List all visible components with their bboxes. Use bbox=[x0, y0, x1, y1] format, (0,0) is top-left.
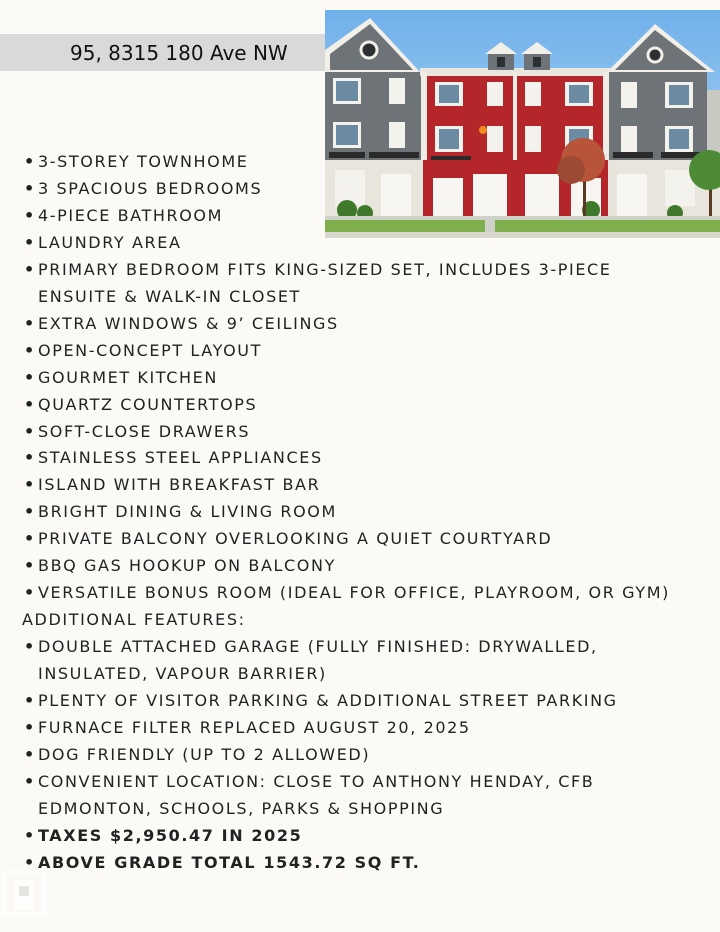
bullet-icon: • bbox=[24, 556, 36, 576]
list-item-text: INSULATED, VAPOUR BARRIER) bbox=[38, 664, 327, 684]
list-item bbox=[24, 637, 598, 664]
list-item-text: DOUBLE ATTACHED GARAGE (FULLY FINISHED: DRYWALLED, bbox=[38, 637, 598, 657]
list-item bbox=[24, 179, 262, 206]
bullet-icon: • bbox=[24, 502, 36, 522]
bullet-icon: • bbox=[24, 232, 36, 252]
list-item bbox=[24, 422, 250, 449]
list-item bbox=[24, 260, 612, 287]
list-item bbox=[38, 287, 301, 314]
additional-features-heading: ADDITIONAL FEATURES: bbox=[22, 610, 246, 630]
list-item-text: CONVENIENT LOCATION: CLOSE TO ANTHONY HENDAY, CFB bbox=[38, 771, 595, 791]
list-item bbox=[24, 826, 302, 853]
bullet-icon: • bbox=[24, 825, 36, 845]
townhouse-photo bbox=[325, 10, 720, 238]
list-item bbox=[24, 233, 182, 260]
list-item-text: 3-STOREY TOWNHOME bbox=[38, 152, 249, 171]
brokerage-logo bbox=[2, 868, 48, 918]
bullet-icon: • bbox=[24, 152, 36, 171]
bullet-icon: • bbox=[24, 394, 36, 414]
bullet-icon: • bbox=[24, 205, 36, 225]
list-item bbox=[24, 745, 370, 772]
list-item bbox=[24, 314, 339, 341]
list-item-text: ENSUITE & WALK-IN CLOSET bbox=[38, 286, 301, 306]
list-item bbox=[24, 152, 248, 179]
list-item-text: TAXES $2,950.47 IN 2025 bbox=[38, 825, 303, 845]
list-item bbox=[24, 206, 223, 233]
list-item-text: SOFT-CLOSE DRAWERS bbox=[38, 421, 251, 441]
bullet-icon: • bbox=[24, 771, 36, 791]
list-item-text: ABOVE GRADE TOTAL 1543.72 SQ FT. bbox=[38, 852, 421, 872]
list-item bbox=[24, 529, 552, 556]
list-item bbox=[24, 395, 257, 422]
list-item bbox=[38, 664, 327, 691]
list-item-text: PRIVATE BALCONY OVERLOOKING A QUIET COURTYARD bbox=[38, 529, 553, 549]
bullet-icon: • bbox=[24, 852, 36, 872]
listing-address: 95, 8315 180 Ave NW bbox=[70, 41, 288, 65]
list-item bbox=[24, 718, 471, 745]
list-item bbox=[24, 853, 420, 880]
bullet-icon: • bbox=[24, 448, 36, 468]
list-item-text: 4-PIECE BATHROOM bbox=[38, 205, 223, 225]
bullet-icon: • bbox=[24, 178, 36, 198]
bullet-icon: • bbox=[24, 717, 36, 737]
list-item bbox=[38, 799, 444, 826]
bullet-icon: • bbox=[24, 744, 36, 764]
list-item-text: LAUNDRY AREA bbox=[38, 232, 182, 252]
list-item-text: PLENTY OF VISITOR PARKING & ADDITIONAL STREET PARKING bbox=[38, 691, 618, 710]
bullet-icon: • bbox=[24, 691, 36, 710]
list-item bbox=[24, 341, 262, 368]
list-item-text: FURNACE FILTER REPLACED AUGUST 20, 2025 bbox=[38, 717, 471, 737]
list-item-text: ISLAND WITH BREAKFAST BAR bbox=[38, 475, 321, 495]
bullet-icon: • bbox=[24, 475, 36, 495]
bullet-icon: • bbox=[24, 529, 36, 549]
list-item-text: OPEN-CONCEPT LAYOUT bbox=[38, 340, 262, 360]
list-item bbox=[24, 448, 323, 475]
bullet-icon: • bbox=[24, 421, 36, 441]
list-item-text: DOG FRIENDLY (UP TO 2 ALLOWED) bbox=[38, 744, 371, 764]
list-item-text: BBQ GAS HOOKUP ON BALCONY bbox=[38, 556, 336, 576]
list-item-text: EXTRA WINDOWS & 9’ CEILINGS bbox=[38, 313, 339, 333]
list-item bbox=[24, 475, 320, 502]
bullet-icon: • bbox=[24, 637, 36, 657]
list-item bbox=[24, 772, 594, 799]
bullet-icon: • bbox=[24, 313, 36, 333]
bullet-icon: • bbox=[24, 340, 36, 360]
list-item-text: EDMONTON, SCHOOLS, PARKS & SHOPPING bbox=[38, 798, 445, 818]
list-item-text: QUARTZ COUNTERTOPS bbox=[38, 394, 258, 414]
list-item bbox=[24, 583, 670, 610]
list-item bbox=[24, 556, 336, 583]
list-item bbox=[24, 502, 337, 529]
list-item bbox=[24, 368, 218, 395]
list-item bbox=[24, 691, 618, 718]
list-item-text: BRIGHT DINING & LIVING ROOM bbox=[38, 502, 337, 522]
list-item-text: STAINLESS STEEL APPLIANCES bbox=[38, 448, 323, 468]
list-item-text: PRIMARY BEDROOM FITS KING-SIZED SET, INCLUDES 3-PIECE bbox=[38, 259, 612, 279]
list-item-text: VERSATILE BONUS ROOM (IDEAL FOR OFFICE, PLAYROOM, OR GYM) bbox=[38, 583, 670, 603]
bullet-icon: • bbox=[24, 259, 36, 279]
bullet-icon: • bbox=[24, 367, 36, 387]
list-item-text: 3 SPACIOUS BEDROOMS bbox=[38, 178, 263, 198]
list-item-text: GOURMET KITCHEN bbox=[38, 367, 218, 387]
bullet-icon: • bbox=[24, 583, 36, 603]
